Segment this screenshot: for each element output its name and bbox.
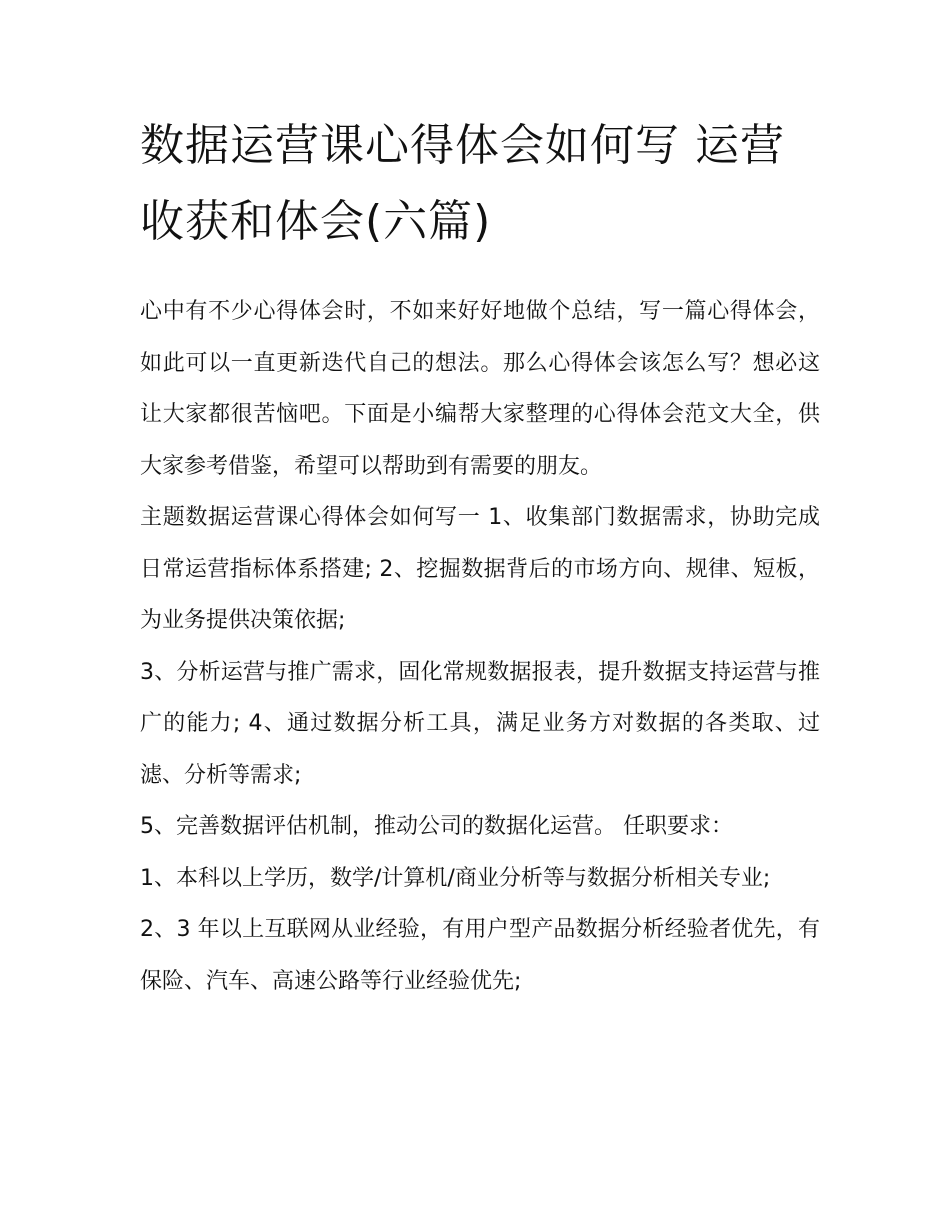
document-body [140,286,820,1007]
paragraph-requirement-one: 1、本科以上学历，数学/计算机/商业分析等与数据分析相关专业; [140,865,771,891]
paragraph-intro: 心中有不少心得体会时，不如来好好地做个总结，写一篇心得体会，如此可以一直更新迭代自己的想法。那么心得体会该怎么写？想必这让大家都很苦恼吧。下面是小编帮大家整理的心得体会范文大全，供大家参考借鉴，希望可以帮助到有需要的朋友。 [140,299,820,479]
document-page [140,108,820,1007]
paragraph-requirement-two: 2、3 年以上互联网从业经验，有用户型产品数据分析经验者优先，有保险、汽车、高速公路等行业经验优先; [140,917,820,994]
paragraph-duty-five: 5、完善数据评估机制，推动公司的数据化运营。 任职要求： [140,814,733,839]
paragraph-duty-three-four: 3、分析运营与推广需求，固化常规数据报表，提升数据支持运营与推广的能力; 4、通过数据分析工具，满足业务方对数据的各类取、过滤、分析等需求; [140,659,820,788]
document-title: 数据运营课心得体会如何写 运营收获和体会(六篇) [140,120,785,247]
paragraph-topic-one: 主题数据运营课心得体会如何写一 1、收集部门数据需求，协助完成日常运营指标体系搭建; 2、挖掘数据背后的市场方向、规律、短板，为业务提供决策依据; [140,505,820,633]
